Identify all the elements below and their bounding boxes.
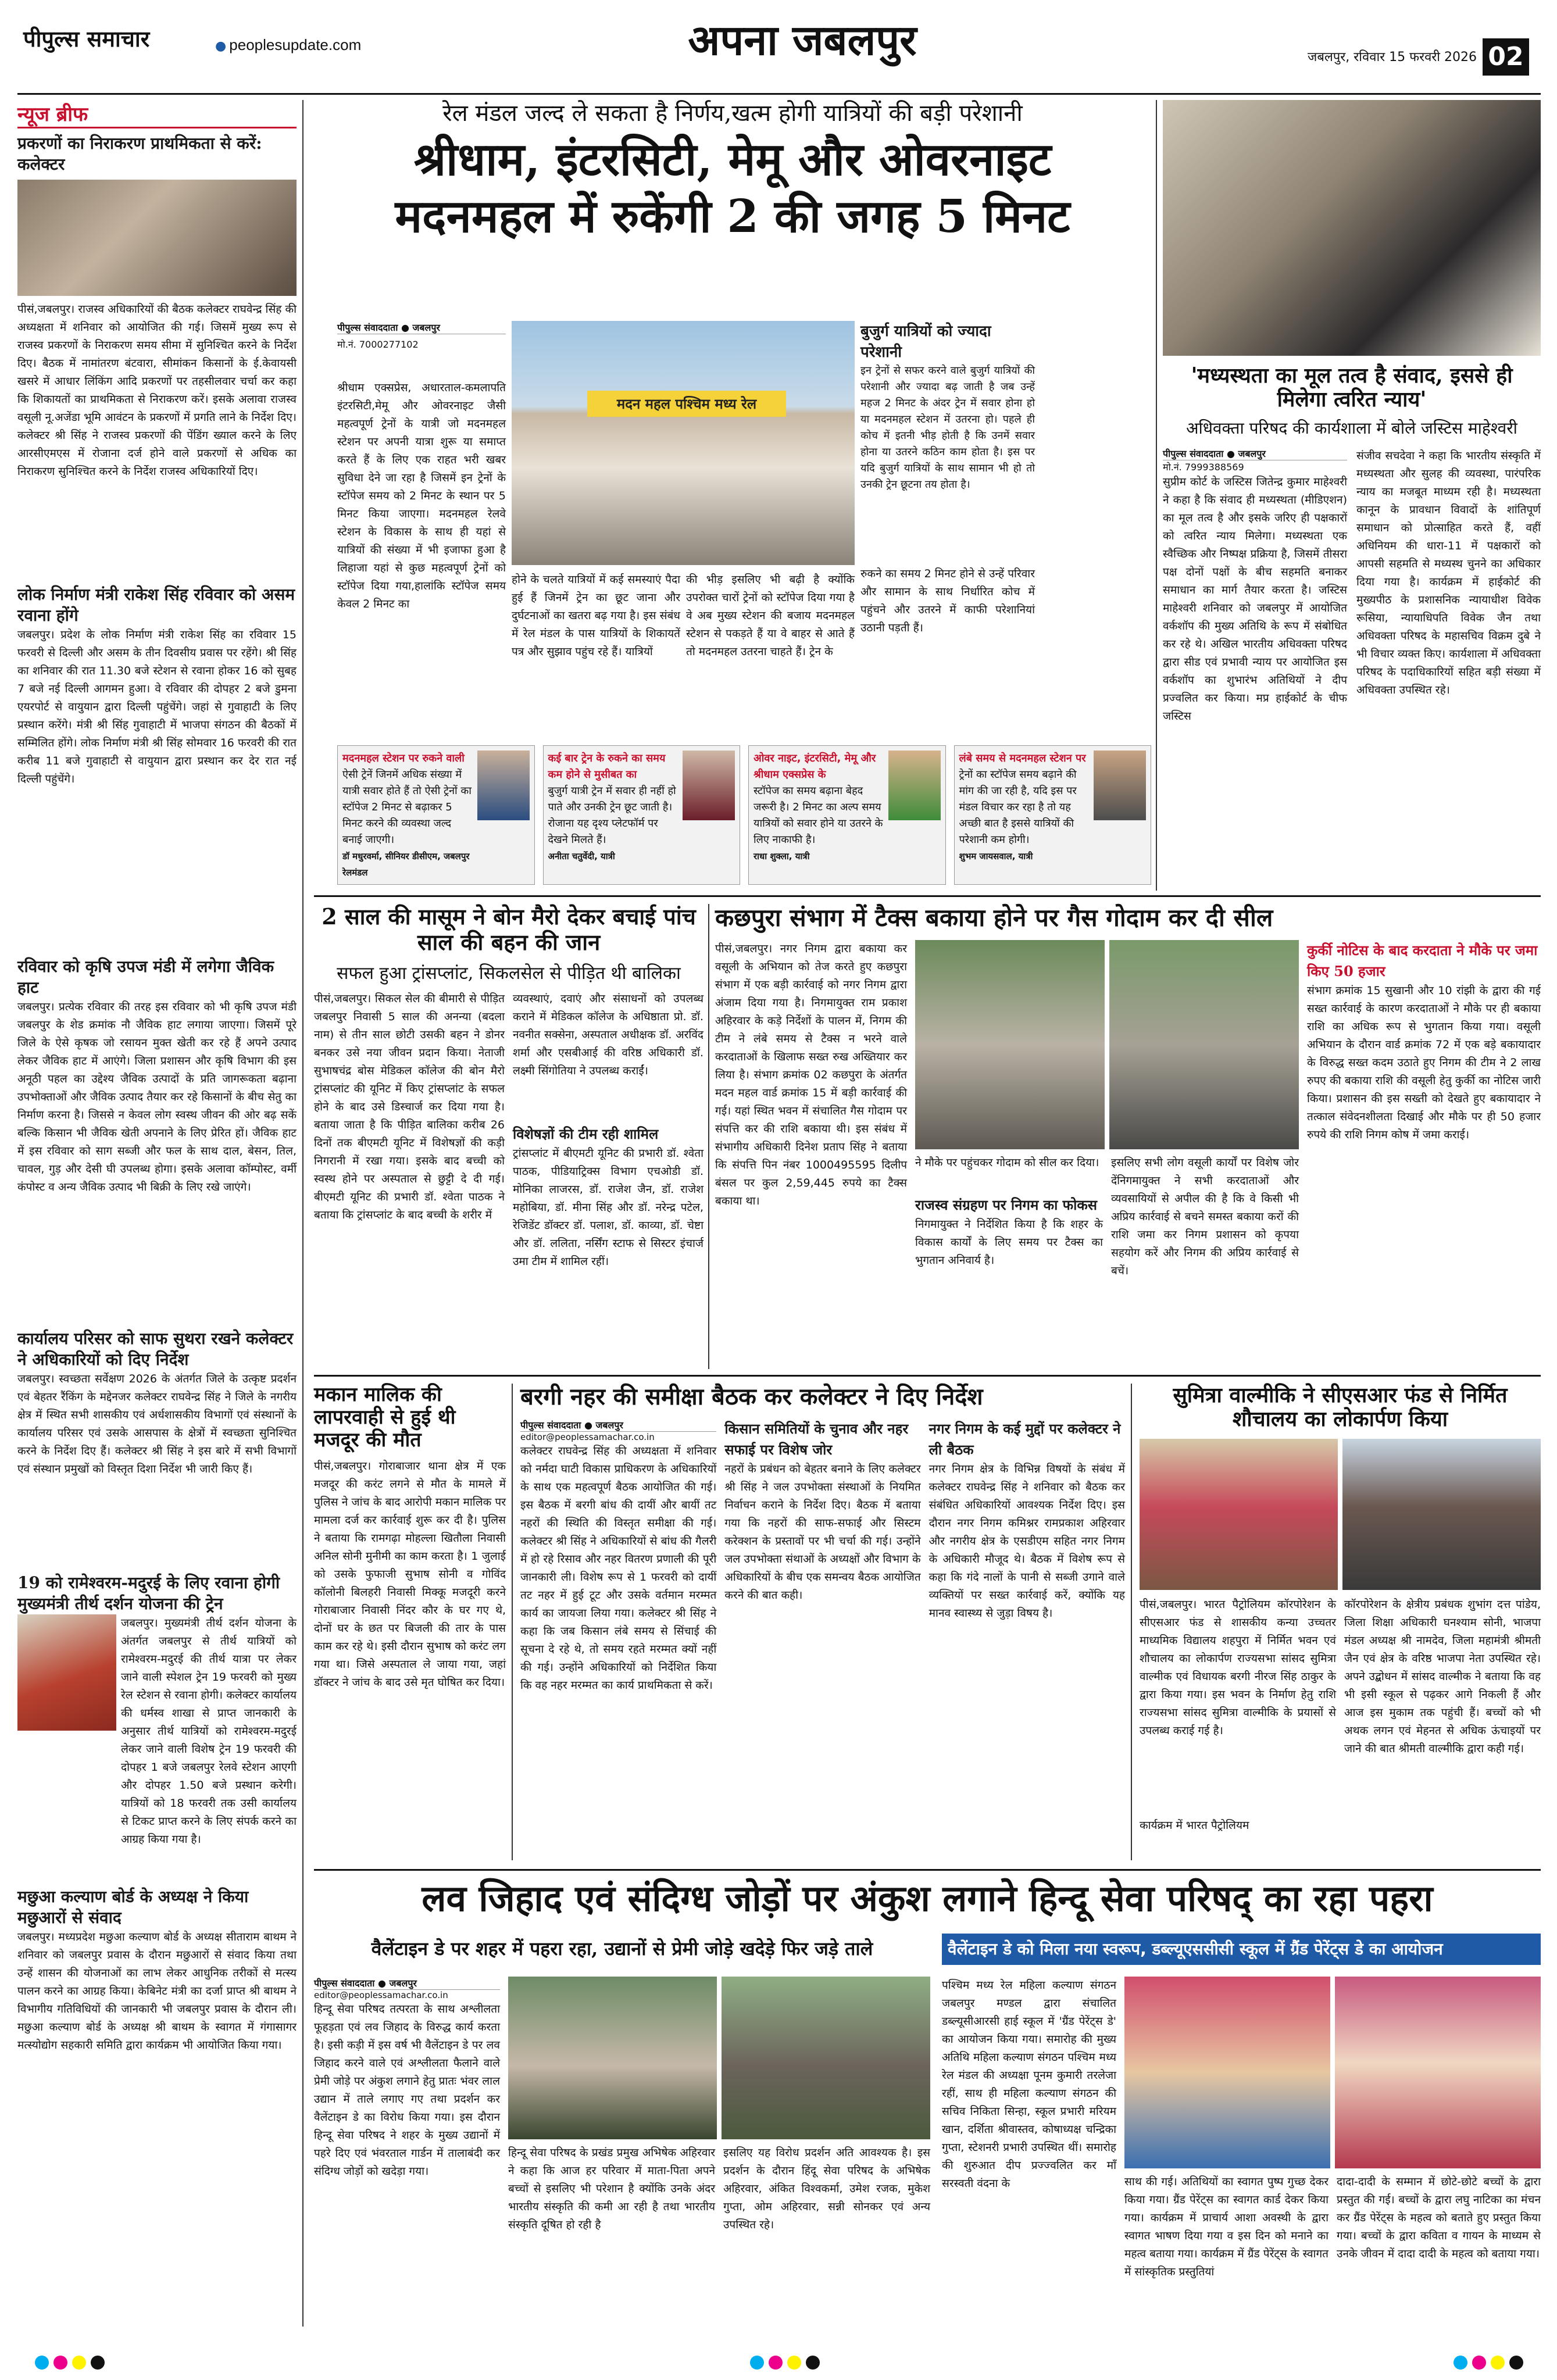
masthead — [0, 0, 1557, 93]
cmyk-dot — [750, 2356, 764, 2370]
attachment-body: संभाग क्रमांक 15 सुखानी और 10 रांझी के द्वारा की गई सख्त कार्रवाई के कारण करदाताओं ने मौके पर ही बकाया राशि का अधिक रूप से भुगतान किया गया। वसूली अभियान के दौरान वार्ड क्रमांक 72 में एक बड़े बकायादार के विरुद्ध सख्त कदम उठाते हुए निगम की टीम ने 2 लाख रुपए की बकाया राशि की वसूली हेतु कुर्की का नोटिस जारी किया। प्रशासन की इस सख्ती को देखते हुए बकायादार ने तत्काल संवेदनशीलता दिखाई और मौके पर ही 50 हजार रुपये की राशि निगम कोष में जमा कराई। — [1307, 984, 1545, 1142]
bargi-headline: बरगी नहर की समीक्षा बैठक कर कलेक्टर ने दिए निर्देश — [520, 1383, 983, 1410]
school-body-col1: पश्चिम मध्य रेल महिला कल्याण संगठन जबलपुर मण्डल द्वारा संचालित डब्ल्यूसीआरसी हाई स्कूल में 'ग्रैंड पेरेंट्स डे' का आयोजन किया गया। समारोह की मुख्य अतिथि महिला कल्याण संगठन पश्चिम मध्य रेल मंडल की अध्यक्षा पूनम कुमारी तरलेजा रहीं, साथ ही महिला कल्याण संगठन की सचिव निकिता सिन्हा, स्कूल प्रभारी मरियम खान, दर्शिता श्रीवास्तव, कोषाध्यक्ष चन्द्रिका गुप्ता, स्टेशनरी प्रभारी उपस्थित थीं। समारोह की शुरुआत दीप प्रज्ज्वलित कर माँ सरस्वती वंदना के — [942, 1979, 1120, 2190]
landlord-story — [314, 1383, 510, 1860]
committee-body: नहरों के प्रबंधन को बेहतर बनाने के लिए कलेक्टर श्री सिंह ने जल उपभोक्ता संस्थाओं के नियमित निर्वाचन कराने के निर्देश दिए। बैठक में बताया गया कि नहरों की साफ-सफाई और सिस्टम करेक्शन के प्रस्तावों पर भी चर्चा की गई। उन्होंने जल उपभोक्ता संथाओं के अध्यक्षों और विभाग के अधिकारियों के बीच एक समन्वय बैठक आयोजित करने की बात कही। — [724, 1463, 924, 1602]
school-body-col3: दादा-दादी के सम्मान में छोटे-छोटे बच्चों के द्वारा प्रस्तुत की गई। बच्चों के द्वारा लघु नाटिका का मंचन कर ग्रैंड पेरेंट्स के महत्व को बताते हुए प्रस्तुत किया गया। बच्चों के द्वारा कविता व गायन के माध्यम से उनके जीवन में दादा दादी के महत्व को बताया गया। — [1337, 2175, 1545, 2260]
lead-body-col2: होने के चलते यात्रियों में कई समस्याएं पैदा हुई हैं जिनमें ट्रेन का छूट जाना और दुर्घटनाओं का खतरा बढ़ गया है। इस संबंध में रेल मंडल के पास यात्रियों के शिकायतें पत्र और सुझाव पहुंच रहे हैं। यात्रियों — [512, 573, 684, 658]
brief-body: जबलपुर। स्वच्छता सर्वेक्षण 2026 के अंतर्गत जिले के उत्कृष्ट प्रदर्शन एवं बेहतर रैंकिंग के मद्देनजर कलेक्टर राघवेन्द्र सिंह ने जिले के नगरीय क्षेत्र में स्थित सभी शासकीय एवं अर्धशासकीय विभागों एवं संस्थानों के कार्यालय परिसर एवं उसके आसपास के क्षेत्रों में स्वच्छता सुनिश्चित करने के निर्देश दिए हैं। कलेक्टर श्री सिंह ने इस बारे में सभी विभागों एवं संस्थान प्रमुखों को विस्तृत दिशा निर्देश भी जारी किए हैं। — [17, 1373, 301, 1475]
station-photo — [512, 321, 855, 565]
gas-body-col2: इसलिए सभी लोग वसूली कार्यों पर विशेष जोर देंनिगमायुक्त ने सभी करदाताओं और व्यवसायियों से अपील की है कि वे किसी भी अप्रिय कार्रवाई से बचने समस्त बकाया करों की राशि जमा कर निगम प्रशासन को कृपया सहयोग करें और निगम की अप्रिय कार्रवाई से बचें। — [1111, 1156, 1303, 1278]
mediation-body-col2: संजीव सचदेवा ने कहा कि भारतीय संस्कृति में मध्यस्थता और सुलह की व्यवस्था, पारंपरिक न्याय का मजबूत माध्यम रही है। मध्यस्थता कानून के प्रावधान विवादों के शांतिपूर्ण समाधान को प्रोत्साहित करते हैं, वहीं अधिनियम की धारा-11 में पक्षकारों को आपसी सहमति से मध्यस्थ चुनने का अधिकार दिया गया है। कार्यक्रम में हाईकोर्ट की मुख्यपीठ के प्रशासनिक न्यायाधीश विवेक रूसिया, न्यायाधिपति विवेक जैन तथा अधिवक्ता परिषद के महासचिव विक्रम दुबे ने भी विचार व्यक्त किए। कार्यशाला में अधिवक्ता परिषद के पदाधिकारियों सहित बड़ी संख्या में अधिवक्ता उपस्थित रहे। — [1356, 449, 1545, 696]
section-rule — [314, 1375, 1541, 1377]
cmyk-dot — [769, 2356, 783, 2370]
train-photo — [17, 1614, 116, 1731]
mediation-body-col1: सुप्रीम कोर्ट के जस्टिस जितेन्द्र कुमार माहेश्वरी ने कहा है कि संवाद ही मध्यस्थता (मीडिएशन) का मूल तत्व है और इसके जरिए ही पक्षकारों को त्वरित न्याय मिलेगा। मध्यस्थता एक स्वैच्छिक और निष्पक्ष प्रक्रिया है, जिसमें तीसरा पक्ष दोनों पक्षों के बीच सहमति बनाकर समाधान का मार्ग तैयार करता है। जस्टिस माहेश्वरी शनिवार को जबलपुर में आयोजित वर्कशॉप की मुख्य अतिथि के रूप में संबोधित कर रहे थे। अखिल भारतीय अधिवक्ता परिषद द्वारा सीड एवं प्रभावी न्याय पर आयोजित इस वर्कशॉप का शुभारंभ अतिथियों ने दीप प्रज्वलित कर किया। मप्र हाईकोर्ट के चीफ जस्टिस — [1163, 475, 1351, 723]
gas-godown-story — [715, 903, 1545, 1369]
gas-godown-headline: कछपुरा संभाग में टैक्स बकाया होने पर गैस गोदाम कर दी सील — [715, 903, 1273, 932]
grandparents-banner: वैलेंटाइन डे को मिला नया स्वरूप, डब्ल्यूएससीसी स्कूल में ग्रैंड पेरेंट्स डे का आयोजन — [942, 1934, 1541, 1965]
section-title: अपना जबलपुर — [688, 15, 917, 65]
column-divider — [1131, 1384, 1132, 1860]
brief-item-3 — [17, 956, 301, 1324]
municipal-body: नगर निगम क्षेत्र के विभिन्न विषयों के संबंध में कलेक्टर राघवेन्द्र सिंह ने शनिवार को बैठक कर संबंधित अधिकारियों आवश्यक निर्देश दिए। इस दौरान नगर निगम कमिश्नर रामप्रकाश अहिरवार और नगरीय क्षेत्र के एसडीएम सहित नगर निगम के अधिकारी मौजूद थे। बैठक में विशेष रूप से कहा कि गंदे नालों के पानी से सब्जी उगाने वाले व्यक्तियों पर सख्त कार्रवाई करें, क्योंकि यह मानव स्वास्थ्य से जुड़ा विषय है। — [929, 1463, 1129, 1620]
bargi-body: कलेक्टर राघवेन्द्र सिंह की अध्यक्षता में शनिवार को नर्मदा घाटी विकास प्राधिकरण के अधिकारियों के साथ एक महत्वपूर्ण बैठक आयोजित की गई। इस बैठक में बरगी बांध की दायीं और बायीं तट नहरों की स्थिति की विस्तृत समीक्षा की गई। कलेक्टर श्री सिंह ने अधिकारियों से बांध की गैलरी में हो रहे रिसाव और नहर वितरण प्रणाली की पूरी जानकारी ली। विशेष रूप से 1 फरवरी को दायीं तट नहर में हुई टूट और उसके वर्तमान मरम्मत कार्य का जायजा लिया गया। कलेक्टर श्री सिंह ने कहा कि जब किसान लंबे समय से सिंचाई की सूचना दे रहे थे, तो समय रहते मरम्मत क्यों नहीं की गई। उन्होंने अधिकारियों को निर्देशित किया कि वह नहर मरम्मत का कार्य प्राथमिकता से करें। — [520, 1445, 720, 1692]
elderly-sidebar: बुजुर्ग यात्रियों को ज्यादा परेशानी इन ट्रेनों से सफर करने वाले बुजुर्ग यात्रियों की परेशानी और ज्यादा बढ़ जाती है जब उन्हें महज 2 मिनट के अंदर ट्रेन में सवार होना हो या मदनमहल स्टेशन में उतरना हो। पहले ही कोच में इतनी भीड़ होती है कि उनमें सवार होना या उतरने कठिन काम होता है। इस पर यदि बुजुर्ग यात्रियों के साथ सामान भी हो तो उनकी ट्रेन छूटना तय होता है। — [860, 323, 1038, 491]
cmyk-dot — [1491, 2356, 1505, 2370]
protest-photo-2 — [722, 1977, 930, 2139]
protest-caption: हिन्दू सेवा परिषद के प्रखंड प्रमुख अभिषेक अहिरवार ने कहा कि आज हर परिवार में माता-पिता अपने बच्चों से इसलिए भी परेशान है क्योंकि उनके अंदर भारतीय संस्कृति की कमी आ रही है तथा भारतीय संस्कृति दूषित हो रही है — [508, 2146, 719, 2231]
bone-marrow-body-col2: व्यवस्थाएं, दवाएं और संसाधनों को उपलब्ध कराने में मेडिकल कॉलेज के अधिष्ठाता प्रो. डॉ. नवनीत सक्सेना, अस्पताल अधीक्षक डॉ. अरविंद शर्मा और एसबीआई की वरिष्ठ अधिकारी डॉ. लक्ष्मी सिंगोतिया ने उपलब्ध कराईं। — [513, 992, 708, 1078]
revenue-body: निगमायुक्त ने निर्देशित किया है कि शहर के विकास कार्यों के लिए समय पर टैक्स का भुगतान अनिवार्य है। — [915, 1218, 1107, 1267]
portrait-photo — [683, 751, 735, 820]
cmyk-dot — [806, 2356, 820, 2370]
bone-marrow-story — [314, 903, 708, 1369]
bargi-story — [520, 1383, 1129, 1860]
cmyk-dot — [1509, 2356, 1523, 2370]
column-divider — [302, 100, 303, 2327]
brief-headline: 19 को रामेश्वरम-मदुरई के लिए रवाना होगी मुख्यमंत्री तीर्थ दर्शन योजना की ट्रेन — [17, 1573, 280, 1613]
cmyk-dot — [91, 2356, 105, 2370]
mediation-byline: पीपुल्स संवाददाता ● जबलपुर — [1163, 447, 1347, 460]
section-rule — [314, 895, 1541, 897]
brief-headline: लोक निर्माण मंत्री राकेश सिंह रविवार को असम रवाना होंगे — [17, 585, 295, 625]
toilet-headline: सुमित्रा वाल्मीकि ने सीएसआर फंड से निर्मित शौचालय का लोकार्पण किया — [1173, 1383, 1508, 1432]
godown-caption: ने मौके पर पहुंचकर गोदाम को सील कर दिया। — [915, 1156, 1099, 1170]
gas-body-col1: पीसं,जबलपुर। नगर निगम द्वारा बकाया कर वसूली के अभियान को तेज करते हुए कछपुरा संभाग में एक बड़ी कार्रवाई को नगर निगम द्वारा अंजाम दिया गया है। निगमायुक्त राम प्रकाश अहिरवार के कड़े निर्देशों के पालन में, निगम की टीम ने लंबे समय से टैक्स न भरने वाले करदाताओं के खिलाफ सख्त रुख अख्तियार कर लिया है। संभाग क्रमांक 02 कछपुरा के अंतर्गत मदन महल वार्ड क्रमांक 15 में बड़ी कार्रवाई की गई। यहां स्थित भवन में संचालित गैस गोदाम पर संपत्ति कर की राशि बकाया थी। इस संबंध में संभागीय अधिकारी दिनेश प्रताप सिंह ने बताया कि संपत्ति पिन नंबर 1000495595 दिलीप बंसल पर कुल 2,59,445 रुपये का टैक्स बकाया था। — [715, 942, 911, 1208]
brief-headline: मछुआ कल्याण बोर्ड के अध्यक्ष ने किया मछुआरों से संवाद — [17, 1887, 249, 1927]
meeting-photo — [17, 180, 297, 296]
bone-marrow-headline: 2 साल की मासूम ने बोन मैरो देकर बचाई पांच साल की बहन की जान — [322, 903, 696, 955]
lead-kicker: रेल मंडल जल्द ले सकता है निर्णय,खत्म होगी यात्रियों की बड़ी परेशानी — [442, 100, 1023, 127]
station-sign: मदन महल पश्चिम मध्य रेल — [587, 391, 786, 417]
column-divider — [512, 1384, 513, 1860]
quote-2: कई बार ट्रेन के रुकने का समय कम होने से मुसीबत का बुजुर्ग यात्री ट्रेन में सवार ही नहीं हो पाते और उनकी ट्रेन छूट जाती है। रोजाना यह दृश्य प्लेटफॉर्म पर देखने मिलते हैं। अनीता चतुर्वेदी, यात्री — [543, 745, 741, 885]
committee-subhead: किसान समितियों के चुनाव और नहर सफाई पर विशेष जोर — [724, 1420, 909, 1458]
section-rule — [314, 1869, 1541, 1871]
column-divider — [708, 904, 709, 1369]
cmyk-dot — [1454, 2356, 1467, 2370]
protest-photo-1 — [508, 1977, 717, 2139]
brief-body: जबलपुर। प्रत्येक रविवार की तरह इस रविवार को भी कृषि उपज मंडी जबलपुर के शेड क्रमांक नौ जैविक हाट लगाया जाएगा। जिसमें पूरे जिले के ऐसे कृषक जो रसायन मुक्त खेती कर रहे हैं अपने उत्पाद लेकर जैविक हाट में आएंगे। जिला प्रशासन और कृषि विभाग की इस अनूठी पहल का उद्देश्य जैविक उत्पादों के प्रति जागरूकता बढ़ाना उपभोक्ताओं और जैविक उत्पाद तैयार कर रहे किसानों के बीच सेतु का निर्माण करना है। जिससे न केवल लोग स्वस्थ जीवन की ओर बढ़ सकें बल्कि किसान भी जैविक खेती अपनाने के लिए प्रेरित हों। जैविक हाट में इस रविवार को साग सब्जी और फल के साथ दाल, बेसन, तिल, चावल, गुड़ और देसी घी उपलब्ध होगा। इसके अलावा कॉम्पोस्ट, वर्मी कंपोस्ट व अन्य जैविक उत्पाद भी बिक्री के लिए रखे जाएंगे। — [17, 1000, 301, 1193]
lead-story — [314, 100, 1151, 891]
cmyk-dot — [72, 2356, 86, 2370]
cmyk-dot — [35, 2356, 49, 2370]
lead-headline-2: मदनमहल में रुकेंगी 2 की जगह 5 मिनट — [395, 190, 1070, 243]
quote-3: ओवर नाइट, इंटरसिटी, मेमू और श्रीधाम एक्सप्रेस के स्टॉपेज का समय बढ़ाना बेहद जरूरी है। 2 मिनट का अल्प समय यात्रियों को सवार होने या उतरने के लिए नाकाफी है। राधा शुक्ला, यात्री — [748, 745, 946, 885]
bottom-body-col2: इसलिए यह विरोध प्रदर्शन अति आवश्यक है। इस प्रदर्शन के दौरान हिंदू सेवा परिषद के अभिषेक अहिरवार, अंकित विश्वकर्मा, उमेश रजक, मुकेश गुप्ता, ओम अहिरवार, सन्नी सोनकर एवं अन्य उपस्थित रहे। — [723, 2146, 934, 2231]
brief-item-1 — [17, 133, 301, 580]
bargi-byline: पीपुल्स संवाददाता ● जबलपुर — [520, 1418, 716, 1432]
bottom-email[interactable]: editor@peoplessamachar.co.in — [314, 1990, 448, 2000]
bottom-story — [314, 1877, 1545, 2337]
team-subhead: विशेषज्ञों की टीम रही शामिल — [513, 1125, 659, 1143]
brief-body: जबलपुर। प्रदेश के लोक निर्माण मंत्री राकेश सिंह का रविवार 15 फरवरी से दिल्ली और असम के तीन दिवसीय प्रवास पर रहेंगे। श्री सिंह का शनिवार की रात 11.30 बजे स्टेशन से रवाना होकर 16 को सुबह 7 बजे नई दिल्ली आगमन हुआ। वे रविवार की दोपहर 2 बजे डुमना एयरपोर्ट से वायुयान द्वारा दिल्ली पहुंचेंगे। जहां से गुवाहाटी के लिए प्रस्थान करेंगे। मंत्री श्री सिंह गुवाहाटी में भाजपा संगठन की बैठकों में सम्मिलित होंगे। लोक निर्माण मंत्री श्री सिंह सोमवार 16 फरवरी की रात करीब 11 बजे गुवाहाटी से वायुयान द्वारा प्रस्थान कर देर रात नई दिल्ली पहुंचेंगे। — [17, 628, 301, 785]
news-brief-column — [17, 100, 301, 2327]
brief-item-6 — [17, 1886, 301, 2254]
column-divider — [1156, 100, 1157, 891]
lead-body-col1: श्रीधाम एक्सप्रेस, अधारताल-कमलापति इंटरसिटी,मेमू और ओवरनाइट जैसी महत्वपूर्ण ट्रेनों के यात्री जो मदनमहल स्टेशन पर अपनी यात्रा शुरू या समाप्त करते हैं के लिए एक राहत भरी खबर सुविधा देने जा रहा है जिसमें इन ट्रेनों के स्टॉपेज समय को 2 मिनट के स्थान पर 5 मिनट किया जाएगा। मदनमहल रेलवे स्टेशन के विकास के साथ ही यहां से यात्रियों की संख्या में भी इजाफा हुआ है लिहाजा यहां से कुछ महत्वपूर्ण ट्रेनों को स्टॉपेज दिया गया,हालांकि स्टॉपेज समय केवल 2 मिनट का — [337, 381, 510, 610]
revenue-subhead: राजस्व संग्रहण पर निगम का फोकस — [915, 1196, 1098, 1214]
inauguration-photo-2 — [1342, 1439, 1541, 1590]
portrait-photo — [477, 751, 530, 820]
school-body-col2: साथ की गई। अतिथियों का स्वागत पुष्प गुच्छ देकर किया गया। ग्रैंड पेरेंट्स का स्वागत कार्ड देकर किया गया। कार्यक्रम में प्राचार्य आशा अवस्थी के द्वारा स्वागत भाषण दिया गया व इस दिन को मनाने का महत्व बताया गया। कार्यक्रम में ग्रैंड पेरेंट्स के स्वागत में सांस्कृतिक प्रस्तुतियां — [1124, 2175, 1333, 2278]
bone-marrow-body-col1: पीसं,जबलपुर। सिकल सेल की बीमारी से पीड़ित जबलपुर निवासी 5 साल की अनन्या (बदला नाम) से तीन साल छोटी उसकी बहन ने डोनर बनकर उसे नया जीवन प्रदान किया। नेताजी सुभाषचंद्र बोस मेडिकल कॉलेज की बोन मैरो ट्रांसप्लांट की यूनिट में किए ट्रांसप्लांट के सफल होने के बाद उसे डिस्चार्ज कर दिया गया है। बताया जाता है कि पीड़ित बालिका करीब 26 दिनों तक बीएमटी यूनिट में विशेषज्ञों की कड़ी निगरानी में रखा गया। इसके बाद बच्ची को स्वस्थ होने पर अस्पताल से छुट्टी दे दी गई। बीएमटी यूनिट की प्रभारी डॉ. श्वेता पाठक ने बताया कि ट्रांसप्लांट के बाद बच्ची के शरीर में — [314, 992, 509, 1222]
lead-byline: पीपुल्स संवाददाता ● जबलपुर मो.नं. 7000277102 — [337, 321, 506, 373]
municipal-subhead: नगर निगम के कई मुद्दों पर कलेक्टर ने ली बैठक — [929, 1420, 1121, 1458]
website[interactable]: ● peoplesupdate.com — [215, 36, 362, 53]
lead-body-col4: रुकने का समय 2 मिनट होने से उन्हें परिवार और सामान के साथ निर्धारित कोच में पहुंचने और उतरने में काफी परेशानियां उठानी पड़ती हैं। — [860, 567, 1039, 634]
quote-row — [337, 745, 1151, 885]
attachment-subhead: कुर्की नोटिस के बाद करदाता ने मौके पर जमा किए 50 हजार — [1307, 942, 1538, 980]
quote-1: मदनमहल स्टेशन पर रुकने वाली ऐसी ट्रेनें जिनमें अधिक संख्या में यात्री सवार होते हैं तो ऐसी ट्रेनों का स्टॉपेज 2 मिनट से बढ़ाकर 5 मिनट करने की व्यवस्था जल्द बनाई जाएगी। डॉ मधुरवर्मा, सीनियर डीसीएम, जबलपुर रेलमंडल — [337, 745, 535, 885]
toilet-body-tail: कार्यक्रम में भारत पैट्रोलियम — [1140, 1818, 1249, 1832]
brief-body: जबलपुर। मुख्यमंत्री तीर्थ दर्शन योजना के अंतर्गत जबलपुर से तीर्थ यात्रियों को रामेश्वरम-मदुरई की तीर्थ यात्रा पर लेकर जाने वाली स्पेशल ट्रेन 19 फरवरी को मुख्य रेल स्टेशन से रवाना होगी। कलेक्टर कार्यालय की धर्मस्व शाखा से प्राप्त जानकारी के अनुसार तीर्थ यात्रियों को रामेश्वरम-मदुरई लेकर जाने वाली विशेष ट्रेन 19 फरवरी की दोपहर 1 बजे जबलपुर रेलवे स्टेशन आएगी और दोपहर 1.50 बजे प्रस्थान करेगी। यात्रियों को 18 फरवरी तक उसी कार्यालय से टिकट प्राप्त करने के लिए संपर्क करने का आग्रह किया गया है। — [121, 1617, 301, 1846]
toilet-body-col2: कॉरपोरेशन के क्षेत्रीय प्रबंधक शुभांग दत्त पांडेय, जिला शिक्षा अधिकारी घनश्याम सोनी, भाजपा मंडल अध्यक्ष श्री नामदेव, जिला महामंत्री श्रीमती जैन एवं क्षेत्र के वरिष्ठ भाजपा नेता उपस्थित रहे। अपने उद्बोधन में सांसद वाल्मीक ने बताया कि वह भी इसी स्कूल से पढ़कर आगे निकली हैं और आज इस मुकाम तक पहुंची हैं। बच्चों को भी अथक लगन एवं मेहनत से अधिक ऊंचाइयों पर जाने की बात श्रीमती वाल्मीकि द्वारा कही गई। — [1344, 1598, 1545, 1755]
lead-headline-1: श्रीधाम, इंटरसिटी, मेमू और ओवरनाइट — [413, 133, 1052, 186]
inauguration-photo-1 — [1140, 1439, 1338, 1590]
cmyk-dot — [787, 2356, 801, 2370]
bottom-byline: पीपुल्स संवाददाता ● जबलपुर — [314, 1977, 500, 1990]
lamp-lighting-photo — [1163, 100, 1541, 356]
toilet-body-col1: पीसं,जबलपुर। भारत पैट्रोलियम कॉरपोरेशन के सीएसआर फंड से शासकीय कन्या उच्चतर माध्यमिक विद्यालय शहपुरा में निर्मित भवन एवं शौचालय का लोकार्पण राज्यसभा सांसद सुमित्रा वाल्मीक एवं विधायक बरगी नीरज सिंह ठाकुर के द्वारा किया गया। इस भवन के निर्माण हेतु राशि राज्यसभा सांसद सुमित्रा वाल्मीकि के प्रयासों से उपलब्ध कराई गई है। — [1140, 1598, 1340, 1737]
registration-marks — [0, 2349, 1557, 2380]
lead-body-col3: की भीड़ इसलिए भी बढ़ी है क्योंकि उपरोक्त चारों ट्रेनों को स्टॉपेज दिया गया है वे अब मुख्य स्टेशन की बजाय मदनमहल स्टेशन से पकड़ते हैं या वे बाहर से आते हैं तो मदनमहल उतरना चाहते हैं। ट्रेन के — [686, 573, 859, 658]
bottom-body-col1: हिन्दू सेवा परिषद तत्परता के साथ अश्लीलता फूहड़ता एवं लव जिहाद के विरुद्ध कार्य करता है। इसी कड़ी में इस वर्ष भी वैलेंटाइन डे पर लव जिहाद करने वाले एवं अश्लीलता फैलाने वाले प्रेमी जोड़े पर अंकुश लगाने हेतु प्रातः भंवर लाल उद्यान में ताले लगाए गए तथा प्रदर्शन कर वैलेंटाइन डे का विरोध किया गया। इस दौरान हिन्दू सेवा परिषद ने शहर के मुख्य उद्यानों में पहरे दिए एवं भंवरताल गार्डन में तालाबंदी कर संदिग्ध जोड़ों को खदेड़ा गया। — [314, 2003, 504, 2178]
school-photo-2 — [1335, 1977, 1541, 2168]
globe-icon: ● — [215, 39, 227, 53]
landlord-body: पीसं,जबलपुर। गोराबाजार थाना क्षेत्र में एक मजदूर की करंट लगने से मौत के मामले में पुलिस ने जांच के बाद आरोपी मकान मालिक पर मामला दर्ज कर कार्रवाई शुरू कर दी है। पुलिस ने बताया कि रामगढ़ा मोहल्ला खितौला निवासी अनिल सोनी मुनीमी का काम करता है। 1 जुलाई को उसके फुफाजी सुभाष सोनी व गोविंद कॉलोनी बिलहरी निवासी मिक्कू मजदूरी करने गोराबाजार निवासी निंदर कौर के घर गए थे, दोनों घर के छत पर बिजली की तार के पास काम कर रहे थे। इसी दौरान सुभाष को करंट लग गया था। जिसे अस्पताल ले जाया गया, जहां डॉक्टर ने जांच के बाद उसे मृत घोषित कर दिया। — [314, 1460, 510, 1689]
school-photo-1 — [1124, 1977, 1330, 2168]
masthead-rule — [17, 93, 1541, 95]
paper-logo — [23, 23, 209, 58]
quote-4: लंबे समय से मदनमहल स्टेशन पर ट्रेनों का स्टॉपेज समय बढ़ाने की मांग की जा रही है, यदि इस पर मंडल विचार कर रहा है तो यह अच्छी बात है इससे यात्रियों की परेशानी कम होगी। शुभम जायसवाल, यात्री — [954, 745, 1152, 885]
mediation-headline: 'मध्यस्थता का मूल तत्व है संवाद, इससे ही मिलेगा त्वरित न्याय' — [1191, 363, 1513, 412]
paper-name: पीपुल्स समाचार — [23, 26, 150, 52]
bargi-email[interactable]: editor@peoplessamachar.co.in — [520, 1432, 655, 1442]
landlord-headline: मकान मालिक की लापरवाही से हुई थी मजदूर की मौत — [314, 1383, 456, 1452]
brief-headline: प्रकरणों का निराकरण प्राथमिकता से करें: कलेक्टर — [17, 134, 262, 174]
brief-item-5 — [17, 1573, 301, 1882]
news-brief-label: न्यूज ब्रीफ — [17, 100, 297, 128]
bottom-left — [314, 1977, 934, 2331]
portrait-photo — [888, 751, 941, 820]
brief-headline: कार्यालय परिसर को साफ सुथरा रखने कलेक्टर ने अधिकारियों को दिए निर्देश — [17, 1329, 294, 1369]
mediation-subhead: अधिवक्ता परिषद की कार्यशाला में बोले जस्टिस माहेश्वरी — [1186, 418, 1517, 438]
brief-body: पीसं,जबलपुर। राजस्व अधिकारियों की बैठक कलेक्टर राघवेन्द्र सिंह की अध्यक्षता में शनिवार को आयोजित की गई। जिसमें मुख्य रूप से राजस्व प्रकरणों के निराकरण समय सीमा में सुनिश्चित करने के निर्देश दिए। बैठक में नामांतरण बंटवारा, सीमांकन किसानों के ई.केवायसी खसरे में आधार लिंकिंग आदि प्रकरणों पर तहसीलवार चर्चा कर कहा कि शिकायतों का प्राथमिकता से निराकरण करें। इसके अलावा राजस्व वसूली नू.अजेंडा भूमि आवंटन के प्रकरणों में प्रगति लाने के निर्देश दिए। कलेक्टर श्री सिंह ने राजस्व प्रकरणों की पेंडिंग ख्याल करने के लिए आरसीएमएस में रोजाना दर्ज होने वाले प्रकरणों से अधिक का निराकरण सुनिश्चित करने के निर्देश राजस्व अधिकारियों दिए। — [17, 303, 301, 478]
brief-headline: रविवार को कृषि उपज मंडी में लगेगा जैविक हाट — [17, 957, 274, 997]
portrait-photo — [1094, 751, 1146, 820]
mediation-story: 'मध्यस्थता का मूल तत्व है संवाद, इससे ही मिलेगा त्वरित न्याय' अधिवक्ता परिषद की कार्यशाला में बोले जस्टिस माहेश्वरी पीपुल्स संवाददाता ● जबलपुर मो.नं. 7999388569 सुप्रीम कोर्ट के जस्टिस जितेन्द्र कुमार माहेश्वरी ने कहा है कि संवाद ही मध्यस्थता (मीडिएशन) का मूल तत्व है और इसके जरिए ही पक्षकारों को त्वरित न्याय मिलेगा। मध्यस्थता एक स्वैच्छिक और निष्पक्ष प्रक्रिया है, जिसमें तीसरा पक्ष दोनों पक्षों के बीच सहमति बनाकर समाधान का मार्ग तैयार करता है। जस्टिस माहेश्वरी शनिवार को जबलपुर में आयोजित वर्कशॉप की मुख्य अतिथि के रूप में संबोधित कर रहे थे। अखिल भारतीय अधिवक्ता परिषद द्वारा सीड एवं प्रभावी न्याय पर आयोजित इस वर्कशॉप का शुभारंभ अतिथियों ने दीप प्रज्वलित कर किया। मप्र हाईकोर्ट के चीफ जस्टिस संजीव सचदेवा ने कहा कि भारतीय संस्कृति में मध्यस्थता और सुलह की व्यवस्था, पारंपरिक न्याय का मजबूत माध्यम रही है। मध्यस्थता कानून के प्रावधान विवादों के शांतिपूर्ण समाधान को प्रोत्साहित करते हैं, वहीं अधिनियम की धारा-11 में पक्षकारों को आपसी सहमति से मध्यस्थ चुनने का अधिकार दिया गया है। कार्यक्रम में हाईकोर्ट की मुख्यपीठ के प्रशासनिक न्यायाधीश विवेक रूसिया, न्यायाधिपति विवेक जैन तथा अधिवक्ता परिषद के महासचिव विक्रम दुबे ने भी विचार व्यक्त किए। कार्यशाला में अधिवक्ता परिषद के पदाधिकारियों सहित बड़ी संख्या में अधिवक्ता उपस्थित रहे। — [1163, 100, 1541, 891]
bottom-subhead: वैलेंटाइन डे पर शहर में पहरा रहा, उद्यानों से प्रेमी जोड़े खदेड़े फिर जड़े ताले — [371, 1938, 873, 1960]
toilet-story — [1140, 1383, 1545, 1860]
brief-item-2 — [17, 584, 301, 952]
bottom-headline: लव जिहाद एवं संदिग्ध जोड़ों पर अंकुश लगाने हिन्दू सेवा परिषद् का रहा पहरा — [422, 1877, 1433, 1920]
cmyk-dot — [1472, 2356, 1486, 2370]
godown-photo-1 — [915, 940, 1105, 1149]
brief-item-4 — [17, 1328, 301, 1568]
bone-marrow-subhead: सफल हुआ ट्रांसप्लांट, सिकलसेल से पीड़ित थी बालिका — [337, 963, 681, 984]
dateline: जबलपुर, रविवार 15 फरवरी 2026 — [1308, 50, 1477, 65]
team-body: ट्रांसप्लांट में बीएमटी यूनिट की प्रभारी डॉ. श्वेता पाठक, पीडियाट्रिक्स विभाग एचओडी डॉ. मोनिका लाजरस, डॉ. राजेश जैन, डॉ. राजेश महोबिया, डॉ. मीना सिंह और डॉ. नरेन्द्र पटेल, रेजिडेंट डॉक्टर डॉ. पलाश, डॉ. काव्या, डॉ. चेष्टा और डॉ. ललिता, नर्सिंग स्टाफ से सिस्टर इंचार्ज उमा टीम में शामिल रहीं। — [513, 1147, 708, 1268]
godown-photo-2 — [1109, 940, 1299, 1149]
page-number: 02 — [1483, 38, 1529, 76]
brief-body: जबलपुर। मध्यप्रदेश मछुआ कल्याण बोर्ड के अध्यक्ष सीताराम बाथम ने शनिवार को जबलपुर प्रवास के दौरान मछुआरों से संवाद किया तथा उन्हें शासन की योजनाओं का लाभ लेकर आधुनिक तरीकों से मत्स्य पालन करने का आग्रह किया। केबिनेट मंत्री का दर्जा प्राप्त श्री बाथम ने विभागीय गतिविधियों की जानकारी भी जबलपुर प्रवास के दौरान ली। मछुआ कल्याण बोर्ड के अध्यक्ष श्री बाथम के स्वागत में गंगासागर मत्स्योद्योग सहकारी समिति द्वारा कार्यक्रम भी आयोजित किया गया। — [17, 1931, 301, 2052]
bottom-right — [942, 1977, 1545, 2331]
cmyk-dot — [53, 2356, 67, 2370]
